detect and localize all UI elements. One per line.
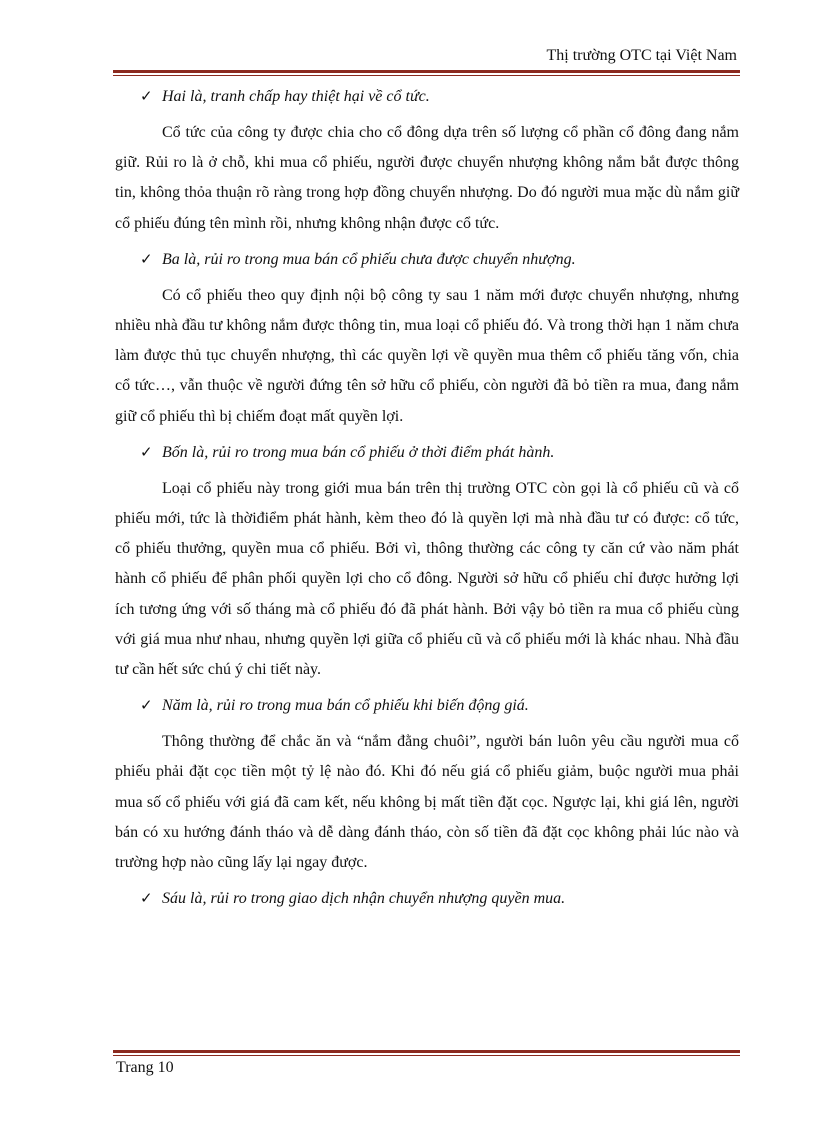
checkmark-icon: ✓	[140, 251, 153, 268]
checkmark-icon: ✓	[140, 698, 153, 715]
section-paragraph: Cổ tức của công ty được chia cho cổ đông dựa trên số lượng cổ phần cổ đông đang nắm giữ. Rủi ro là ở chỗ, khi mua cổ phiếu, người được chuyển nhượng không nắm bắt được thông tin, không thỏa thuận rõ ràng trong hợp đồng chuyển nhượng. Do đó người mua mặc dù nắm giữ cổ phiếu đúng tên mình rồi, nhưng không nhận được cổ tức.	[115, 124, 739, 232]
section-heading	[115, 691, 739, 721]
section-paragraph: Loại cổ phiếu này trong giới mua bán trên thị trường OTC còn gọi là cổ phiếu cũ và cổ phiếu mới, tức là thờiđiểm phát hành, kèm theo đó là quyền lợi mà nhà đầu tư có được: cổ tức, cổ phiếu thưởng, quyền mua cổ phiếu. Bởi vì, thông thường các công ty căn cứ vào năm phát hành cổ phiếu để phân phối quyền lợi cho cổ đông. Người sở hữu cổ phiếu chỉ được hưởng lợi ích tương ứng với số tháng mà cổ phiếu đó đã phát hành. Bởi vậy bỏ tiền ra mua cổ phiếu cùng với giá mua như nhau, nhưng quyền lợi giữa cổ phiếu cũ và cổ phiếu mới là khác nhau. Nhà đầu tư cần hết sức chú ý chi tiết này.	[115, 479, 739, 679]
section-heading	[115, 884, 739, 914]
section-paragraph: Thông thường để chắc ăn và “nắm đằng chuôi”, người bán luôn yêu cầu người mua cổ phiếu phải đặt cọc tiền một tỷ lệ nào đó. Khi đó nếu giá cổ phiếu giảm, buộc người mua phải mua số cổ phiếu với giá đã cam kết, nếu không bị mất tiền đặt cọc. Ngược lại, khi giá lên, người bán có xu hướng đánh tháo và dễ dàng đánh tháo, còn số tiền đã đặt cọc không phải lúc nào và trường hợp nào cũng lấy lại ngay được.	[115, 733, 739, 872]
checkmark-icon: ✓	[140, 891, 153, 908]
checkmark-icon: ✓	[140, 89, 153, 105]
document-body	[115, 80, 739, 914]
section-paragraph: Có cổ phiếu theo quy định nội bộ công ty sau 1 năm mới được chuyển nhượng, nhưng nhiều nhà đầu tư không nắm được thông tin, mua loại cổ phiếu đó. Và trong thời hạn 1 năm chưa làm được thủ tục chuyển nhượng, thì các quyền lợi về quyền mua thêm cổ phiếu tăng vốn, chia cổ tức…, vẫn thuộc về người đứng tên sở hữu cổ phiếu, còn người đã bỏ tiền ra mua, đang nắm giữ cổ phiếu thì bị chiếm đoạt mất quyền lợi.	[115, 286, 739, 425]
section-heading-text: Ba là, rủi ro trong mua bán cổ phiếu chưa được chuyển nhượng.	[162, 250, 576, 268]
header-rule	[113, 70, 740, 76]
section-heading-text: Bốn là, rủi ro trong mua bán cổ phiếu ở thời điểm phát hành.	[162, 443, 555, 461]
section-heading-text: Sáu là, rủi ro trong giao dịch nhận chuyển nhượng quyền mua.	[162, 890, 566, 908]
section-heading	[115, 438, 739, 468]
section-heading-text: Năm là, rủi ro trong mua bán cổ phiếu khi biến động giá.	[162, 697, 529, 715]
section-heading	[115, 245, 739, 275]
section-heading-text: Hai là, tranh chấp hay thiệt hại về cổ tức.	[162, 88, 430, 105]
checkmark-icon: ✓	[140, 444, 153, 461]
page-header-title: Thị trường OTC tại Việt Nam	[546, 47, 737, 64]
page-number: Trang 10	[116, 1059, 174, 1076]
footer-rule	[113, 1050, 740, 1056]
section-heading	[115, 82, 739, 112]
